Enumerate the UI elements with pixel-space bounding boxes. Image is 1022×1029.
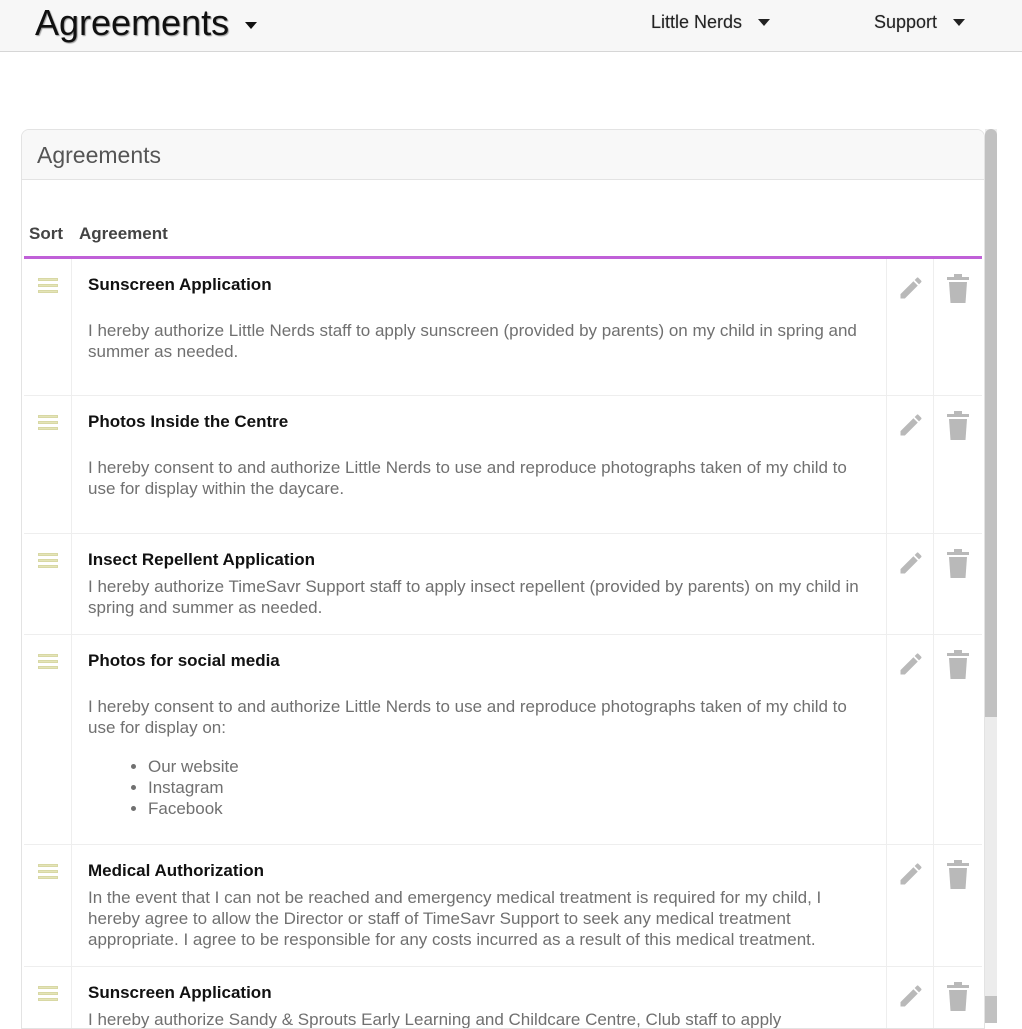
trash-icon[interactable] bbox=[947, 860, 969, 890]
agreement-title: Photos Inside the Centre bbox=[88, 412, 289, 431]
edit-cell bbox=[886, 845, 933, 966]
agreement-text: I hereby authorize Sandy & Sprouts Early Learning and Childcare Centre, Club staff to apply bbox=[88, 1010, 782, 1029]
table-row bbox=[24, 396, 982, 534]
column-header-sort: Sort bbox=[29, 224, 63, 243]
agreement-text: I hereby consent to and authorize Little Nerds to use and reproduce photographs taken of my child to use for display within the daycare. bbox=[88, 458, 847, 498]
caret-down-icon bbox=[953, 19, 965, 26]
edit-cell bbox=[886, 396, 933, 533]
agreement-title: Insect Repellent Application bbox=[88, 550, 316, 569]
agreement-title: Sunscreen Application bbox=[88, 983, 272, 1002]
delete-cell bbox=[933, 259, 982, 395]
brand-dropdown[interactable] bbox=[35, 2, 257, 44]
drag-handle-icon[interactable] bbox=[38, 986, 58, 1002]
pencil-icon[interactable] bbox=[897, 860, 925, 888]
panel-heading bbox=[22, 130, 984, 180]
agreement-cell bbox=[88, 967, 873, 1029]
agreement-cell bbox=[88, 534, 873, 618]
agreement-text: In the event that I can not be reached and emergency medical treatment is required for my child, I hereby agree to allow the Director or staff of TimeSavr Support to seek any medical treatment appropriate. I agree to be responsible for any costs incurred as a result of this medical treatment. bbox=[88, 888, 822, 949]
sort-cell bbox=[24, 635, 72, 844]
sort-cell bbox=[24, 967, 72, 1029]
trash-icon[interactable] bbox=[947, 650, 969, 680]
pencil-icon[interactable] bbox=[897, 411, 925, 439]
support-menu-dropdown[interactable] bbox=[874, 12, 965, 33]
agreement-cell bbox=[88, 396, 873, 499]
agreement-title: Photos for social media bbox=[88, 651, 280, 670]
list-item: • Our website bbox=[148, 756, 873, 777]
agreement-cell bbox=[88, 635, 873, 819]
table-row bbox=[24, 259, 982, 396]
delete-cell bbox=[933, 396, 982, 533]
sort-cell bbox=[24, 259, 72, 395]
drag-handle-icon[interactable] bbox=[38, 864, 58, 880]
caret-down-icon bbox=[758, 19, 770, 26]
agreement-title: Sunscreen Application bbox=[88, 275, 272, 294]
edit-cell bbox=[886, 635, 933, 844]
sort-cell bbox=[24, 845, 72, 966]
edit-cell bbox=[886, 259, 933, 395]
scrollbar-down-button[interactable] bbox=[985, 996, 997, 1023]
trash-icon[interactable] bbox=[947, 982, 969, 1012]
agreements-table bbox=[24, 214, 982, 1029]
table-row bbox=[24, 635, 982, 845]
pencil-icon[interactable] bbox=[897, 982, 925, 1010]
table-row bbox=[24, 845, 982, 967]
drag-handle-icon[interactable] bbox=[38, 553, 58, 569]
brand-title: Agreements bbox=[35, 2, 230, 43]
center-menu-dropdown[interactable] bbox=[651, 12, 770, 33]
table-row bbox=[24, 534, 982, 635]
table-row bbox=[24, 967, 982, 1029]
delete-cell bbox=[933, 635, 982, 844]
list-item: • Instagram bbox=[148, 777, 873, 798]
trash-icon[interactable] bbox=[947, 411, 969, 441]
trash-icon[interactable] bbox=[947, 274, 969, 304]
pencil-icon[interactable] bbox=[897, 650, 925, 678]
center-menu-label: Little Nerds bbox=[651, 12, 743, 32]
agreement-cell bbox=[88, 259, 873, 362]
sort-cell bbox=[24, 396, 72, 533]
delete-cell bbox=[933, 845, 982, 966]
pencil-icon[interactable] bbox=[897, 274, 925, 302]
delete-cell bbox=[933, 534, 982, 634]
agreements-panel bbox=[21, 129, 985, 1029]
scrollbar-thumb[interactable] bbox=[985, 129, 997, 717]
pencil-icon[interactable] bbox=[897, 549, 925, 577]
caret-down-icon bbox=[245, 22, 257, 29]
panel-title: Agreements bbox=[37, 142, 162, 168]
agreement-list bbox=[88, 756, 873, 819]
drag-handle-icon[interactable] bbox=[38, 278, 58, 294]
edit-cell bbox=[886, 967, 933, 1029]
agreement-text: I hereby authorize TimeSavr Support staff to apply insect repellent (provided by parents) on my child in spring and summer as needed. bbox=[88, 577, 859, 617]
agreement-title: Medical Authorization bbox=[88, 861, 264, 880]
trash-icon[interactable] bbox=[947, 549, 969, 579]
agreement-cell bbox=[88, 845, 873, 950]
list-item: • Facebook bbox=[148, 798, 873, 819]
support-menu-label: Support bbox=[874, 12, 938, 32]
delete-cell bbox=[933, 967, 982, 1029]
agreement-text: I hereby authorize Little Nerds staff to apply sunscreen (provided by parents) on my child in spring and summer as needed. bbox=[88, 321, 857, 361]
column-header-agreement: Agreement bbox=[79, 224, 168, 243]
drag-handle-icon[interactable] bbox=[38, 654, 58, 670]
edit-cell bbox=[886, 534, 933, 634]
top-navbar bbox=[0, 0, 1022, 52]
agreement-text: I hereby consent to and authorize Little Nerds to use and reproduce photographs taken of my child to use for display on: bbox=[88, 697, 847, 737]
table-header bbox=[24, 214, 982, 259]
drag-handle-icon[interactable] bbox=[38, 415, 58, 431]
sort-cell bbox=[24, 534, 72, 634]
